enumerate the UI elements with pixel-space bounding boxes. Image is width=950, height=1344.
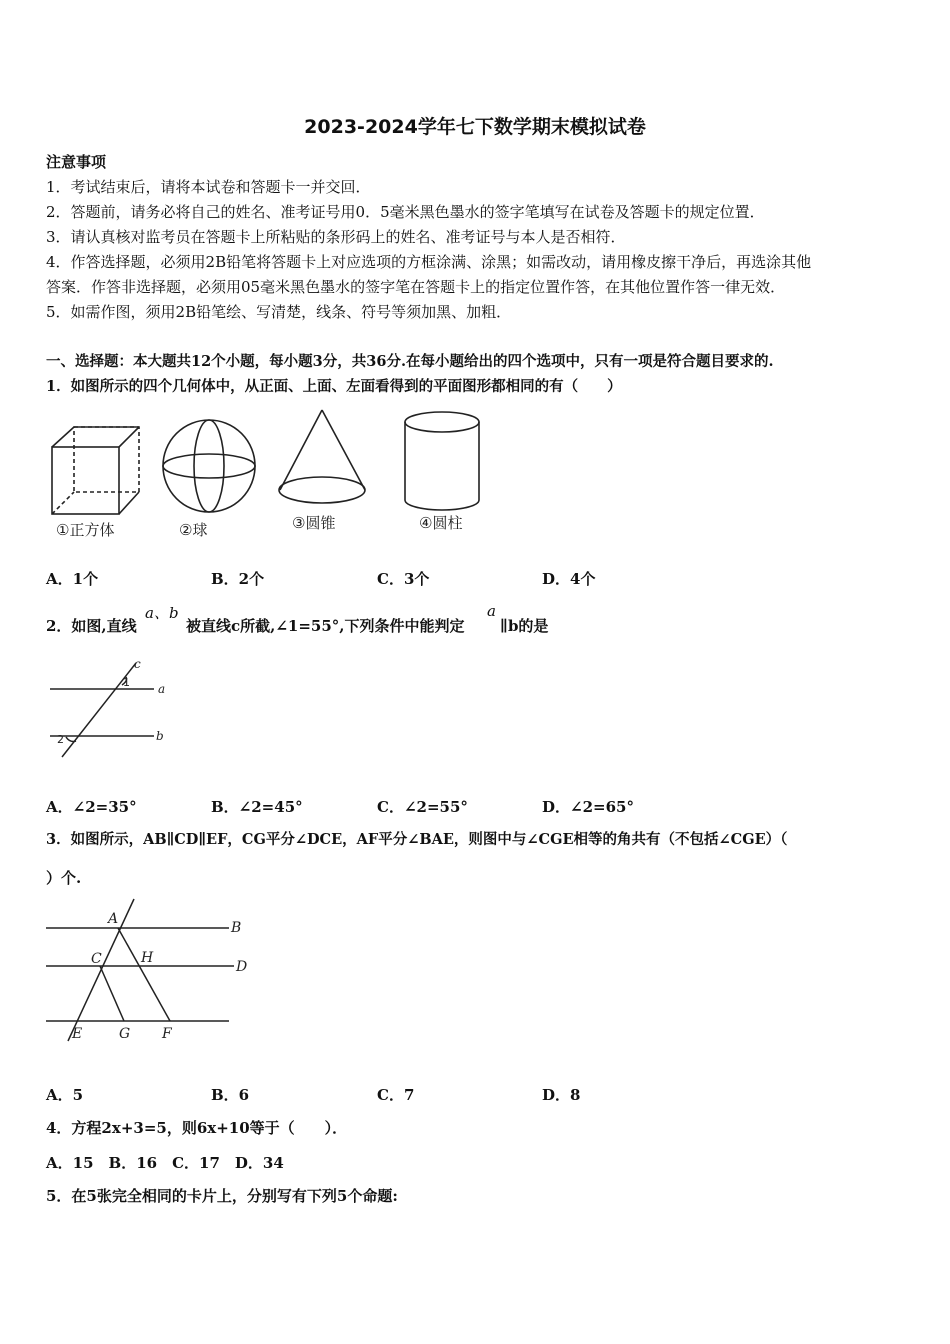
q2-line-a: a [487, 602, 496, 620]
label-D: D [236, 959, 248, 975]
label-E: E [72, 1026, 83, 1042]
q2-figure [44, 655, 184, 760]
section-heading: 一、选择题：本大题共12个小题，每小题3分，共36分.在每小题给出的四个选项中，只有一项是符合题目要求的. [46, 353, 774, 370]
cone-shape [279, 410, 365, 503]
note-item-4: 4．作答选择题，必须用2B铅笔将答题卡上对应选项的方框涂满、涂黑；如需改动，请用橡皮擦干净后，再选涂其他 [46, 253, 812, 271]
label-H: H [141, 950, 154, 966]
label-B: B [231, 920, 242, 936]
q2-option-d[interactable]: D．∠2=65° [542, 798, 634, 816]
cylinder-shape [405, 412, 479, 510]
label-G: G [119, 1026, 131, 1042]
label-b: b [156, 729, 164, 743]
shape-label-sphere: ②球 [179, 521, 208, 539]
q5-stem: 5．在5张完全相同的卡片上，分别写有下列5个命题: [46, 1187, 398, 1205]
shape-label-cylinder: ④圆柱 [419, 514, 463, 532]
label-F: F [162, 1026, 172, 1042]
q3-stem-line1: 3．如图所示，AB∥CD∥EF，CG平分∠DCE，AF平分∠BAE，则图中与∠CGE相等的角共有（不包括∠CGE）（ [46, 831, 788, 848]
q4-stem: 4．方程2x+3=5，则6x+10等于（ ）． [46, 1119, 348, 1137]
note-item-5: 5．如需作图，须用2B铅笔绘、写清楚，线条、符号等须加黑、加粗． [46, 303, 512, 321]
q3-option-c[interactable]: C．7 [377, 1086, 415, 1104]
label-a: a [158, 682, 166, 696]
note-item-3: 3．请认真核对监考员在答题卡上所粘贴的条形码上的姓名、准考证号与本人是否相符． [46, 228, 626, 246]
notes-heading: 注意事项 [46, 153, 107, 171]
shape-label-cube: ①正方体 [56, 521, 115, 539]
q2-stem-part2: 被直线c所截,∠1=55°,下列条件中能判定 [186, 617, 465, 635]
q3-option-a[interactable]: A．5 [46, 1086, 84, 1104]
q3-stem-line2: ）个. [46, 869, 82, 887]
q2-option-b[interactable]: B．∠2=45° [211, 798, 303, 816]
q1-option-b[interactable]: B．2个 [211, 570, 265, 588]
label-angle2: 2 [57, 733, 64, 746]
q1-option-d[interactable]: D．4个 [542, 570, 596, 588]
cube-shape [52, 427, 139, 514]
q4-options[interactable]: A．15 B．16 C．17 D．34 [46, 1154, 284, 1172]
q1-option-c[interactable]: C．3个 [377, 570, 430, 588]
label-C: C [91, 951, 102, 967]
sphere-shape [163, 420, 255, 512]
line-CG [100, 966, 124, 1021]
q1-solids-figure [44, 402, 484, 547]
label-A: A [108, 911, 119, 927]
note-item-2: 2．答题前，请务必将自己的姓名、准考证号用0．5毫米黑色墨水的签字笔填写在试卷及答题卡的规定位置． [46, 203, 765, 221]
q3-option-b[interactable]: B．6 [211, 1086, 250, 1104]
line-AF [118, 928, 170, 1021]
q2-stem-part1: 2．如图,直线 [46, 617, 137, 635]
label-c: c [134, 657, 141, 671]
q1-option-a[interactable]: A．1个 [46, 570, 99, 588]
q2-option-a[interactable]: A．∠2=35° [46, 798, 137, 816]
note-item-1: 1．考试结束后，请将本试卷和答题卡一并交回． [46, 178, 371, 196]
q3-figure [44, 895, 259, 1045]
label-angle1: 1 [123, 676, 130, 689]
shape-label-cone: ③圆锥 [292, 514, 336, 532]
q1-stem: 1．如图所示的四个几何体中，从正面、上面、左面看得到的平面图形都相同的有（ ） [46, 378, 622, 395]
note-item-4-cont: 答案．作答非选择题，必须用05毫米黑色墨水的签字笔在答题卡上的指定位置作答，在其他位置作答一律无效． [46, 278, 786, 296]
q2-stem-part3: ∥b的是 [500, 617, 549, 635]
q2-lines-ab: a、b [145, 604, 179, 622]
q3-option-d[interactable]: D．8 [542, 1086, 581, 1104]
page-title: 2023-2024学年七下数学期末模拟试卷 [304, 116, 646, 138]
q2-option-c[interactable]: C．∠2=55° [377, 798, 468, 816]
